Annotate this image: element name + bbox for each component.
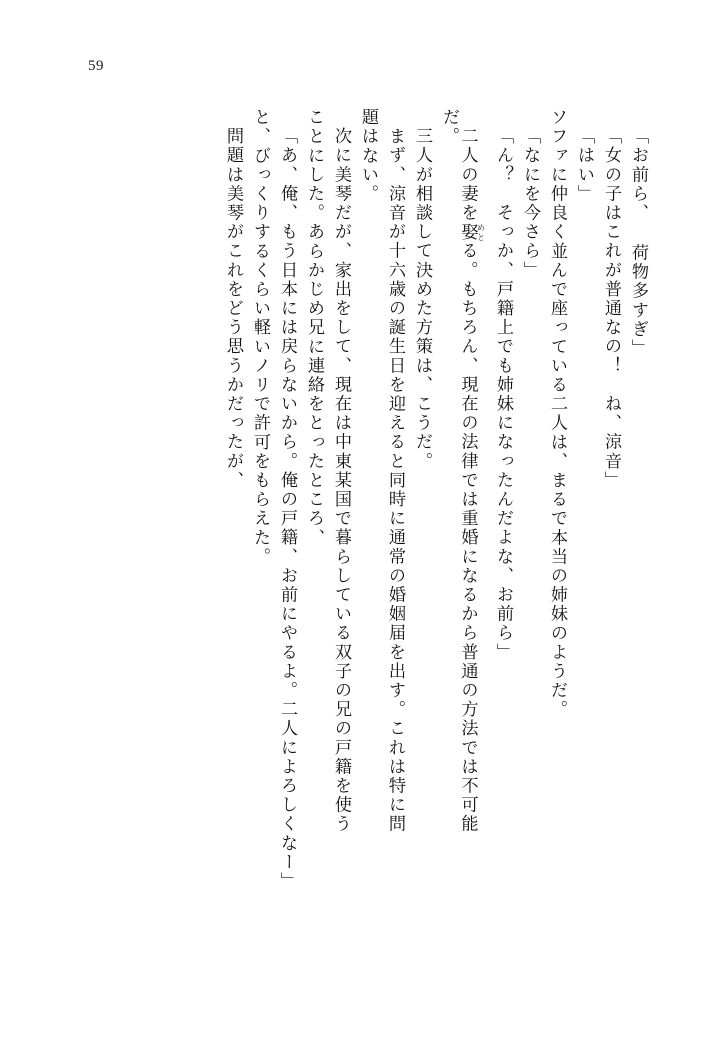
text-column: まず、涼音が十六歳の誕生日を迎えると同時に通常の婚姻届を出す。これは特に問 [386,127,405,834]
text-column: 「ん？ そっか、戸籍上でも姉妹になったんだよな、お前ら」 [494,127,513,662]
text-column: 題はない。 [359,108,378,204]
text-column: 問題は美琴がこれをどう思うかだったが、 [224,127,243,490]
text-column: 「はい」 [575,127,594,204]
text-column: と、びっくりするくらい軽いノリで許可をもらえた。 [251,108,270,567]
page-number: 59 [88,58,104,74]
text-column: 「あ、俺、もう日本には戻らないから。俺の戸籍、お前にやるよ。二人によろしくなー」 [278,127,297,891]
text-column: 「女の子はこれが普通なの！ ね、涼音」 [602,127,621,490]
text-column: ことにした。あらかじめ兄に連絡をとったところ、 [305,108,324,548]
text-column: 次に美琴だが、家出をして、現在は中東某国で暮らしている双子の兄の戸籍を使う [332,127,351,834]
text-column: ソファに仲良く並んで座っている二人は、まるで本当の姉妹のようだ。 [548,108,567,720]
vertical-text-block [87,108,647,988]
text-column: だ。 [440,108,459,147]
text-column-with-ruby: 二人の妻を娶 めとる。もちろん、現在の法律では重婚になるから普通の方法では不可能 [458,127,486,834]
text-column: 「なにを今さら」 [521,127,540,280]
text-column: 三人が相談して決めた方策は、こうだ。 [413,127,432,471]
text-column: 「お前ら、 荷物多すぎ」 [629,127,648,358]
